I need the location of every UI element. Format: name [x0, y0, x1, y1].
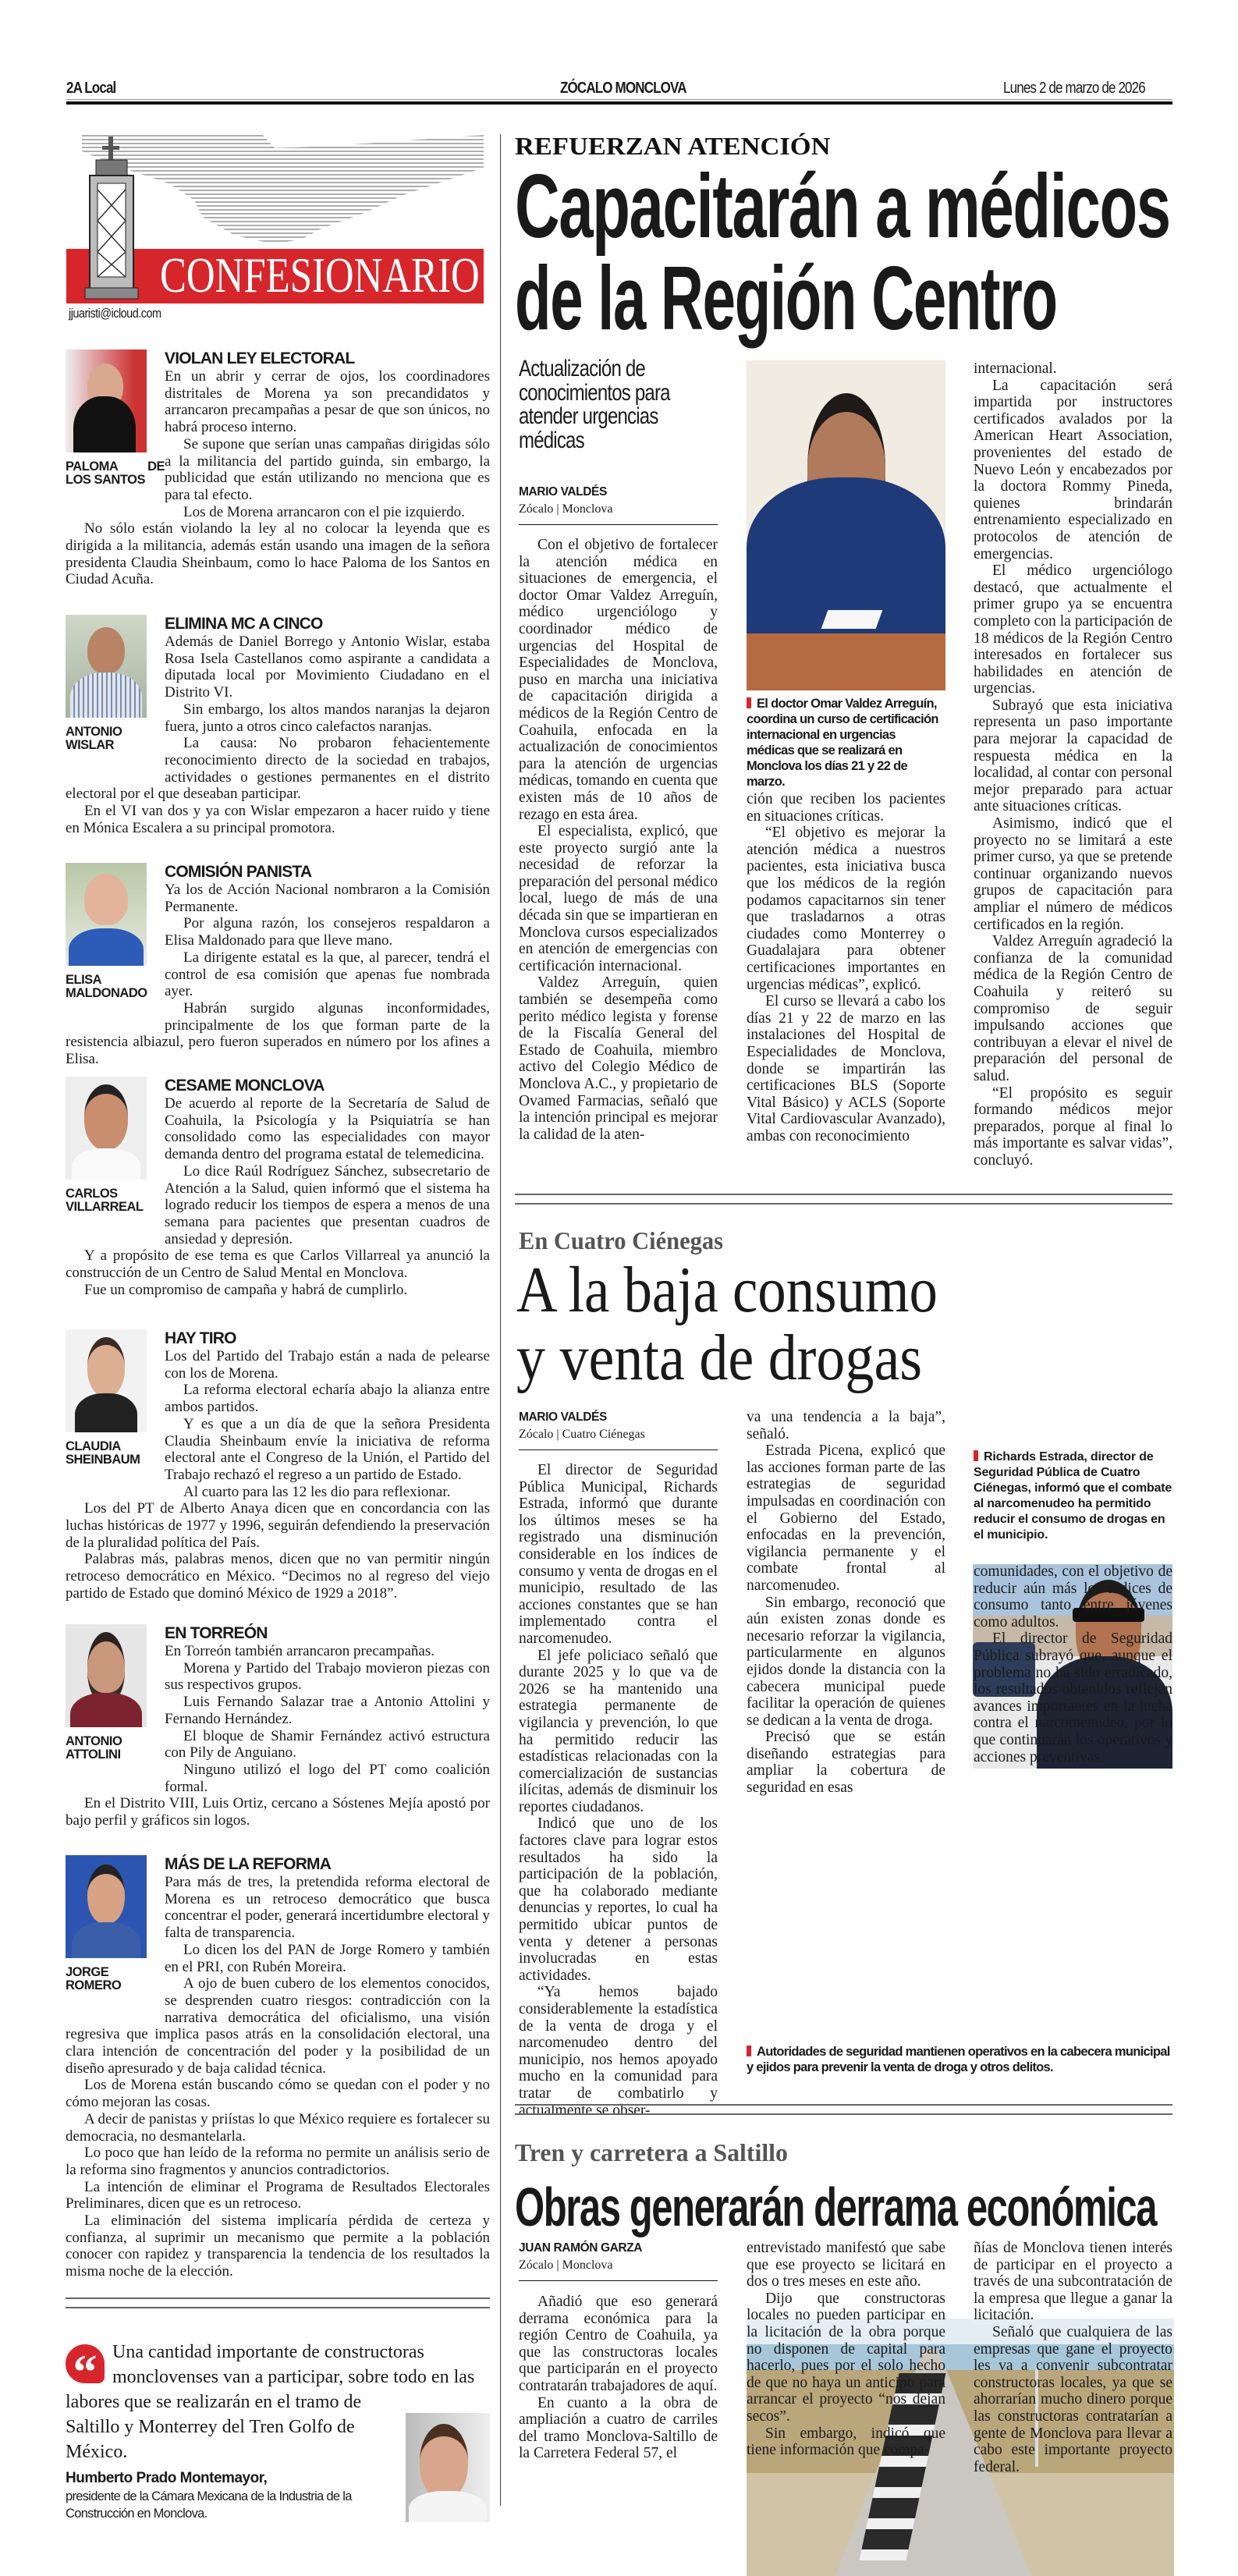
article2-headline: A la baja consumo [516, 1254, 938, 1326]
paragraph: En el VI van dos y ya con Wislar empezaron a hacer ruido y tiene en Mónica Escalera a su principal promotora. [66, 803, 490, 836]
article3-headline-box [515, 2177, 1157, 2237]
author-name: MARIO VALDÉS [519, 1410, 607, 1424]
paragraph: A ojo de buen cubero de los elementos conocidos, se desprenden cuatro riesgos: contradicción con la narrativa democrática del oficialismo, una visión regresiva que implica pasos atrás en la consolidación electoral, una clara intención de concentración del poder y la posibilidad de un diseño apresurado y de baja calidad técnica. [66, 1975, 490, 2077]
paragraph: Indicó que uno de los factores clave para lograr estos resultados ha sido la participación de la población, que ha colaborado mediante denuncias y reportes, lo cual ha permitido ubicar puntos de venta y detener a personas involucradas en estas actividades. [519, 1815, 718, 1984]
paragraph: Añadió que eso generará derrama económica para la región Centro de Coahuila, ya que las constructoras locales que participarán en el proyecto contratarán trabajadores de aquí. [519, 2294, 718, 2394]
paragraph: En un abrir y cerrar de ojos, los coordinadores distritales de Morena ya son precandidatos y arrancaron precampañas a pesar de que son únicos, no habrá proceso interno. [165, 368, 490, 436]
paragraph: “El propósito es seguir formando médicos mejor preparados, porque al final lo más importante es salvar vidas”, concluyó. [974, 1084, 1172, 1169]
author-name: MARIO VALDÉS [519, 485, 607, 499]
paragraph: Valdez Arreguín, quien también se desempeña como perito médico legista y forense de la Fiscalía General del Estado de Coahuila, miembro activo del Colegio Médico de Monclova A.C., y propietario de Ovamed Farmacias, señaló que la intención principal es mejorar la calidad de la aten- [519, 974, 718, 1143]
paragraph: La intención de eliminar el Programa de Resultados Electorales Preliminares, dicen que es un retroceso. [66, 2178, 490, 2212]
article1-headline-line1-box [515, 155, 1170, 257]
quote-author: Humberto Prado Montemayor, [66, 2469, 268, 2486]
article3-column-3 [974, 2240, 1172, 2475]
article2-headline-2: y venta de drogas [516, 1322, 923, 1394]
article2-column-1 [519, 1462, 718, 2119]
paragraph: Habrán surgido algunas inconformidades, principalmente de los que forman parte de la resistencia albiazul, pero fueron superados en número por los afines a Elisa. [66, 999, 490, 1068]
item-heading: COMISIÓN PANISTA [165, 863, 312, 881]
item-heading: HAY TIRO [165, 1329, 236, 1347]
article2-kicker-box [519, 1226, 723, 1254]
photo-paloma-de-los-santos [66, 349, 147, 452]
article1-column-2 [747, 791, 945, 1144]
article1-subhead: Actualización de conocimientos para atender urgencias médicas [519, 356, 670, 453]
paragraph: Y es que a un día de que la señora Presidenta Claudia Sheinbaum envíe la iniciativa de reforma electoral ante el Congreso de la Unión, el Partido del Trabajo rechazó el regreso a un partido de Estado. [165, 1415, 490, 1483]
quote-author-role: presidente de la Cámara Mexicana de la Industria de la Construcción en Monclova. [66, 2489, 352, 2521]
article3-column-1 [519, 2294, 718, 2462]
paragraph: El bloque de Shamir Fernández activó estructura con Pily de Anguiano. [165, 1727, 490, 1762]
person-name: ELISA MALDONADO [66, 973, 147, 1000]
article1-column-1 [519, 537, 718, 1143]
paragraph: Sin embargo, los altos mandos naranjas la dejaron fuera, junto a otros cinco calefactos naranjas. [165, 701, 490, 735]
paragraph: De acuerdo al reporte de la Secretaría de Salud de Coahuila, la Psicología y la Psiquiatría se han consolidado como las especialidades con mayor demanda dentro del programa estatal de telemedicina. [165, 1095, 490, 1163]
column-divider [500, 134, 501, 2506]
paragraph: La reforma electoral echaría abajo la alianza entre ambos partidos. [165, 1382, 490, 1416]
paragraph: Sin embargo, reconoció que aún existen zonas donde es necesario reforzar la vigilancia, particularmente en algunos ejidos donde la distancia con la cabecera municipal puede facilitar la operación de quienes se dedican a la venta de droga. [747, 1594, 945, 1729]
quote-mark-icon: “ [66, 2344, 105, 2383]
paragraph: Los del PT de Alberto Anaya dicen que en concordancia con las luchas históricas de 1977 y 1996, seguirán defendiendo la preservación de la pluralidad política del País. [66, 1500, 490, 1551]
paragraph: Al cuarto para las 12 les dio para reflexionar. [183, 1483, 451, 1500]
person-name: CARLOS VILLARREAL [66, 1187, 144, 1214]
article2-kicker: En Cuatro Ciénegas [519, 1226, 723, 1254]
person-name: JORGE ROMERO [66, 1965, 122, 1992]
paragraph: entrevistado manifestó que sabe que ese proyecto se licitará en dos o tres meses en este año. [747, 2240, 945, 2290]
column-item-hay-tiro [66, 1329, 490, 1616]
paragraph: Morena y Partido del Trabajo movieron piezas con sus respectivos grupos. [165, 1659, 490, 1694]
paragraph: Dijo que constructoras locales no pueden participar en la licitación de la obra porque no disponen de capital para hacerlo, pues por el solo hecho de que no haya un anticipo para arrancar el proyecto “nos dejan secos”. [747, 2290, 945, 2425]
author-name: JUAN RAMÓN GARZA [519, 2241, 643, 2255]
paragraph: “El objetivo es mejorar la atención médica a nuestros pacientes, esta iniciativa busca que los médicos de la región podamos capacitarnos sin tener que trasladarnos a otras ciudades como Monterrey o Guadalajara para obtener certificaciones importantes en urgencias médicas”, explicó. [747, 825, 945, 993]
article1-headline-2: de la Región Centro [515, 247, 1057, 349]
person-name: ANTONIO ATTOLINI [66, 1734, 122, 1762]
paragraph: A decir de panistas y priístas lo que México requiere es fortalecer su democracia, no desmantelarla. [66, 2110, 490, 2145]
confesionario-items [66, 342, 490, 2522]
column-item-elimina-mc-a-cinco [66, 615, 490, 855]
caption-text: Autoridades de seguridad mantienen operativos en la cabecera municipal y ejidos para prevenir la venta de droga y otros delitos. [747, 2045, 1170, 2074]
photo-jorge-romero [66, 1855, 147, 1958]
dateline: Zócalo | Monclova [519, 2258, 613, 2272]
confesionario-title: CONFESIONARIO [160, 247, 480, 303]
paragraph: La capacitación será impartida por instructores certificados avalados por la American Heart Association, provenientes del estado de Nuevo León y encabezados por la doctora Rommy Pineda, quienes brindarán entrenamiento especializado en protocolos de atención de emergencias. [974, 377, 1172, 562]
article2-road-caption [747, 2044, 1176, 2075]
paragraph: Lo dicen los del PAN de Jorge Romero y también en el PRI, con Rubén Moreira. [165, 1941, 490, 1975]
paragraph: La dirigente estatal es la que, al parecer, tendrá el control de esa comisión que apenas fue nombrada ayer. [165, 949, 490, 1000]
paragraph: Subrayó que esta iniciativa representa un paso importante para mejorar la capacidad de respuesta médica en la localidad, al contar con personal mejor preparado para actuar ante situaciones críticas. [974, 697, 1172, 815]
paragraph: Fue un compromiso de campaña y habrá de cumplirlo. [84, 1281, 408, 1298]
paragraph: Palabras más, palabras menos, dicen que no van permitir ningún retroceso democrático en México. “Decimos no al regreso del viejo partido de Estado que dominó México de 1929 a 2018”. [66, 1551, 490, 1602]
paragraph: Lo poco que han leído de la reforma no permite un análisis serio de la reforma sino fragmentos y anuncios contradictorios. [66, 2145, 490, 2178]
paragraph: Los de Morena arrancaron con el pie izquierdo. [183, 503, 465, 520]
article1-column-3 [974, 360, 1172, 1169]
paragraph: La causa: No probaron fehacientemente reconocimiento directo de la sociedad en trabajos, actividades o gestiones permanentes en el distrito electoral por el que deseaban participar. [66, 735, 490, 803]
paragraph: Estrada Picena, explicó que las acciones forman parte de las estrategias de seguridad impulsadas en coordinación con el Gobierno del Estado, enfocadas en la prevención, vigilancia permanente y el combate frontal al narcomenudeo. [747, 1442, 945, 1594]
section-double-rule [515, 1194, 1172, 1205]
caption-marker [747, 2046, 751, 2056]
photo-humberto-prado [406, 2413, 490, 2522]
paragraph: El director de Seguridad Pública subrayó que, aunque el problema no ha sido erradicado, los resultados obtenidos reflejan avances importantes en la lucha contra el narcomenudeo, por lo que continuarán los operativos y acciones preventivas. [974, 1630, 1172, 1765]
column-item-en-torreon [66, 1624, 490, 1847]
paragraph: Sin embargo, indicó que tiene información que compa- [747, 2425, 945, 2459]
header-rule [66, 101, 1172, 105]
article3-kicker: Tren y carretera a Saltillo [515, 2138, 788, 2166]
paragraph: Lo dice Raúl Rodríguez Sánchez, subsecretario de Atención a la Salud, quien informó que el sistema ha logrado reducir los tiempos de espera a menos de una semana para pacientes que presentan cuadros de ansiedad y depresión. [165, 1162, 490, 1247]
paragraph: Asimismo, indicó que el proyecto no se limitará a este primer curso, ya que se pretende continuar organizando nuevos grupos de capacitación para ampliar el número de médicos certificados en la región. [974, 815, 1172, 933]
dateline: Zócalo | Monclova [519, 502, 613, 516]
columnist-email[interactable]: jjuaristi@icloud.com [69, 306, 161, 321]
caption-marker [747, 697, 751, 708]
header-rule-thin [66, 99, 1172, 100]
paragraph: ción que reciben los pacientes en situaciones críticas. [747, 791, 945, 825]
pull-quote [66, 2340, 490, 2522]
paragraph: Luis Fernando Salazar trae a Antonio Attolini y Fernando Hernández. [165, 1694, 490, 1727]
paragraph: Valdez Arreguín agradeció la confianza de la comunidad médica de la Región Centro de Coahuila y reiteró su compromiso de seguir impulsando acciones que contribuyan a elevar el nivel de preparación del personal de salud. [974, 933, 1172, 1084]
article2-column-3 [974, 1563, 1172, 1765]
article1-byline [519, 484, 718, 525]
caption-text: Richards Estrada, director de Seguridad Pública de Cuatro Ciénegas, informó que el combate al narcomenudeo ha permitido reducir el consumo de drogas en el municipio. [974, 1450, 1172, 1542]
section-double-rule [66, 2297, 490, 2308]
paragraph: El especialista, explicó, que este proyecto surgió ante la necesidad de reforzar la preparación del personal médico local, luego de más de una década sin que se impartieran en Monclova cursos especializados en atención de emergencias con certificación internacional. [519, 823, 718, 974]
paragraph: El curso se llevará a cabo los días 21 y 22 de marzo en las instalaciones del Hospital de Especialidades de Monclova, donde se impartirán las certificaciones BLS (Soporte Vital Básico) y ACLS (Soporte Vital Cardiovascular Avanzado), ambas con reconocimiento [747, 993, 945, 1144]
item-heading: CESAME MONCLOVA [165, 1077, 325, 1095]
paragraph: Se supone que serían unas campañas dirigidas sólo a la militancia del partido guinda, sin embargo, la publicidad que están utilizando no menciona que es para tal efecto. [165, 435, 490, 503]
article2-portrait-caption [974, 1449, 1173, 1543]
item-heading: ELIMINA MC A CINCO [165, 615, 323, 633]
article1-photo-caption [747, 696, 945, 789]
item-heading: MÁS DE LA REFORMA [165, 1855, 332, 1873]
article3-kicker-box [515, 2138, 788, 2166]
paragraph: La eliminación del sistema implicaría pérdida de certeza y confianza, al suprimir un mecanismo que permite a la población conocer con rapidez y transparencia la tendencia de los resultados la misma noche de la elección. [66, 2212, 490, 2280]
person-name: ANTONIO WISLAR [66, 725, 122, 752]
paragraph: En el Distrito VIII, Luis Ortiz, cercano a Sóstenes Mejía apostó por bajo perfil y gráficos sin logos. [66, 1795, 490, 1829]
person-name: CLAUDIA SHEINBAUM [66, 1439, 140, 1467]
article2-column-2 [747, 1409, 945, 1797]
paragraph: Y a propósito de ese tema es que Carlos Villarreal ya anunció la construcción de un Centro de Salud Mental en Monclova. [66, 1247, 490, 1282]
paragraph: Precisó que se están diseñando estrategias para ampliar la cobertura de seguridad en esas [747, 1729, 945, 1797]
confesionario-title-box [160, 247, 480, 303]
byline-rule [519, 524, 718, 525]
article1-headline: Capacitarán a médicos [515, 155, 1170, 257]
section-double-rule [515, 2104, 1172, 2115]
paragraph: Por alguna razón, los consejeros respaldaron a Elisa Maldonado para que lleve mano. [165, 915, 490, 949]
photo-carlos-villarreal [66, 1077, 147, 1180]
photo-antonio-wislar [66, 615, 147, 718]
paragraph: Para más de tres, la pretendida reforma electoral de Morena es un retroceso democrático que busca concentrar el poder, generará incertidumbre electoral y falta de transparencia. [165, 1874, 490, 1942]
paragraph: Ya los de Acción Nacional nombraron a la Comisión Permanente. [165, 882, 490, 915]
article3-headline: Obras generarán derrama económica [515, 2177, 1157, 2237]
byline-rule [519, 1449, 718, 1450]
photo-claudia-sheinbaum [66, 1329, 147, 1432]
person-name: PALOMA DE LOS SANTOS [66, 459, 165, 487]
confesionario-logo [66, 135, 484, 303]
item-heading: EN TORREÓN [165, 1624, 268, 1642]
issue-date: Lunes 2 de marzo de 2026 [1003, 80, 1145, 97]
paragraph: Con el objetivo de fortalecer la atención médica en situaciones de emergencia, el doctor Omar Valdez Arreguín, médico urgenciólogo y coordinador médico de urgencias del Hospital de Especialidades de Monclova, puso en marcha una iniciativa de capacitación dirigida a médicos de la Región Centro de Coahuila, enfocada en la actualización de conocimientos para la atención de urgencias médicas, tomando en cuenta que existen más de 10 años de rezago en esta área. [519, 537, 718, 823]
paragraph: Ninguno utilizó el logo del PT como coalición formal. [165, 1761, 490, 1795]
paragraph: En cuanto a la obra de ampliación a cuatro de carriles del tramo Monclova-Saltillo de la Carretera Federal 57, el [519, 2394, 718, 2462]
paragraph: internacional. [974, 360, 1057, 377]
quote-text: Una cantidad importante de constructoras monclovenses van a participar, sobre todo en las labores que se realizarán en el tramo de Saltillo y Monterrey del Tren Golfo de México. [66, 2341, 475, 2462]
article2-byline [519, 1409, 718, 1450]
column-item-mas-de-la-reforma [66, 1855, 490, 2280]
paragraph: Señaló que cualquiera de las empresas que gane el proyecto les va a convenir subcontratar constructoras locales, ya que se ahorrarían mucho dinero porque las constructoras contratarían a gente de Monclova para llevar a cabo este importante proyecto federal. [974, 2323, 1172, 2475]
column-item-cesame-monclova [66, 1077, 490, 1322]
article2-headline-line2-box [516, 1322, 923, 1394]
paragraph: va una tendencia a la baja”, señaló. [747, 1409, 945, 1442]
paragraph: Los del Partido del Trabajo están a nada de pelearse con los de Morena. [165, 1348, 490, 1382]
paragraph: ñías de Monclova tienen interés de participar en el proyecto a través de una subcontratación de la empresa que llegue a ganar la licitación. [974, 2240, 1172, 2324]
article1-headline-line2-box [515, 247, 1057, 349]
paragraph: El jefe policiaco señaló que durante 2025 y lo que va de 2026 se ha mantenido una estrategia permanente de vigilancia y prevención, lo que ha permitido reducir las estadísticas relacionadas con la comercialización de sustancias ilícitas, además de disminuir los reportes ciudadanos. [519, 1647, 718, 1815]
dateline: Zócalo | Cuatro Ciénegas [519, 1428, 645, 1441]
photo-omar-valdez [747, 360, 945, 690]
cathedral-tower-icon [80, 135, 143, 303]
paragraph: El médico urgenciólogo destacó, que actualmente el primer grupo ya se encuentra completo con la participación de 18 médicos de la Región Centro interesados en fortalecer sus habilidades en atención de urgencias. [974, 562, 1172, 697]
photo-antonio-attolini [66, 1624, 147, 1727]
paragraph: En Torreón también arrancaron precampañas. [165, 1643, 435, 1659]
article1-kicker: REFUERZAN ATENCIÓN [515, 132, 831, 160]
photo-elisa-maldonado [66, 863, 147, 966]
newspaper-name: ZÓCALO MONCLOVA [560, 80, 686, 97]
caption-marker [974, 1450, 978, 1461]
paragraph: No sólo están violando la ley al no colocar la leyenda que es dirigida a la militancia, además están usando una imagen de la señora presidenta Claudia Sheinbaum, como lo hace Paloma de los Santos en Ciudad Acuña. [66, 520, 490, 588]
section-label: 2A Local [66, 80, 116, 97]
byline-rule [519, 2280, 718, 2281]
caption-text: El doctor Omar Valdez Arreguín, coordina un curso de certificación internacional en urgencias médicas que se realizará en Monclova los días 21 y 22 de marzo. [747, 697, 938, 789]
paragraph: comunidades, con el objetivo de reducir aún más los índices de consumo tanto entre jóvenes como adultos. [974, 1563, 1172, 1630]
article3-column-2 [747, 2240, 945, 2459]
article3-byline [519, 2240, 718, 2281]
item-heading: VIOLAN LEY ELECTORAL [165, 349, 355, 367]
paragraph: “Ya hemos bajado considerablemente la estadística de la venta de droga y el narcomenudeo dentro del municipio, nos hemos apoyado mucho en la comunidad para tratar de combatirlo y actualmente se obser- [519, 1984, 718, 2119]
article2-headline-line1-box [516, 1254, 938, 1326]
column-item-violan-ley-electoral [66, 349, 490, 607]
paragraph: El director de Seguridad Pública Municipal, Richards Estrada, informó que durante los últimos meses se ha registrado una disminución considerable en los índices de consumo y venta de drogas en el municipio, resultado de las acciones constantes que se han implementado contra el narcomenudeo. [519, 1462, 718, 1647]
column-item-comision-panista [66, 863, 490, 1069]
paragraph: Además de Daniel Borrego y Antonio Wislar, estaba Rosa Isela Castellanos como aspirante a candidata a diputada local por Movimiento Ciudadano en el Distrito VI. [165, 633, 490, 701]
paragraph: Los de Morena están buscando cómo se quedan con el poder y no cómo mejoran las cosas. [66, 2077, 490, 2111]
